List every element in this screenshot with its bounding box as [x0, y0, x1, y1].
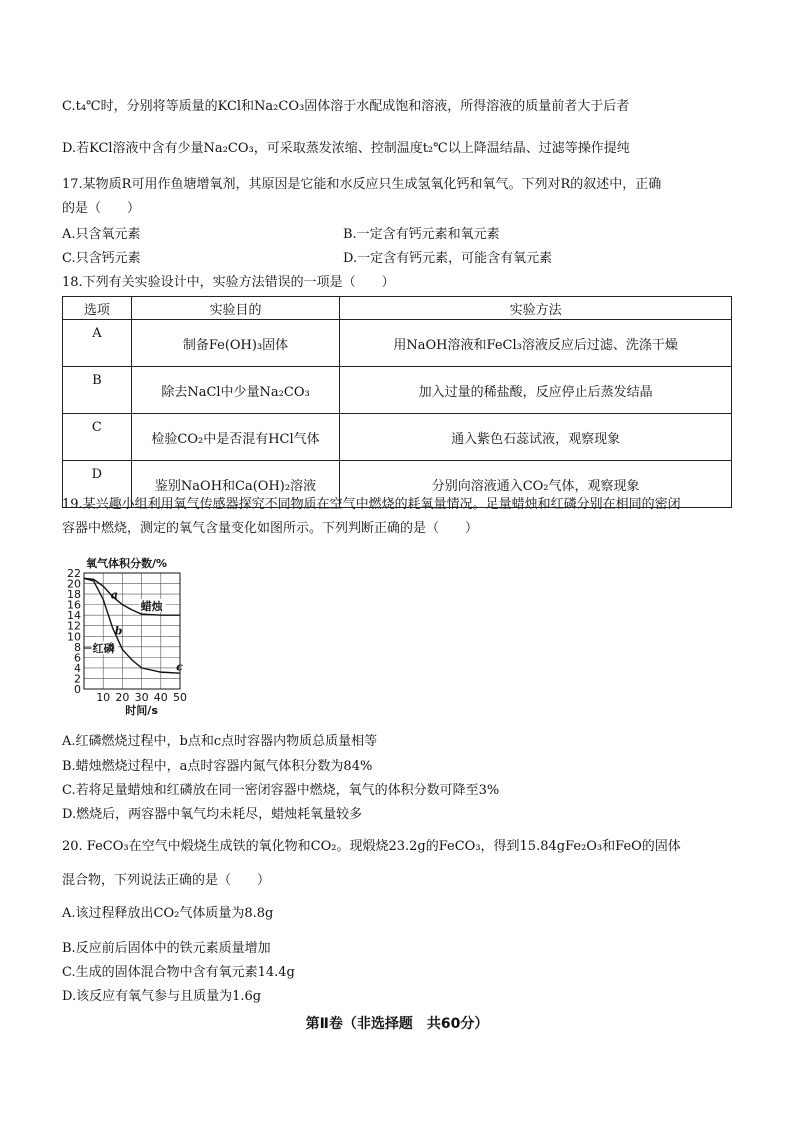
row-key: B — [63, 367, 132, 414]
y-tick-label: 20 — [67, 577, 81, 591]
row-key: D — [63, 461, 132, 508]
q20-option-c: C.生成的固体混合物中含有氧元素14.4g — [62, 965, 295, 980]
q17-option-a: A.只含氧元素 — [62, 227, 141, 242]
row-key: A — [63, 320, 132, 367]
x-tick-label: 40 — [153, 691, 168, 704]
row-goal: 鉴别NaOH和Ca(OH)₂溶液 — [131, 461, 339, 508]
y-tick-label: 0 — [74, 683, 81, 696]
y-tick-label: 2 — [74, 672, 81, 686]
y-tick-label: 12 — [67, 619, 81, 633]
q16-option-c: C.t₄℃时，分别将等质量的KCl和Na₂CO₃固体溶于水配成饱和溶液，所得溶液的质量前者大于后者 — [62, 99, 630, 114]
q20-option-a: A.该过程释放出CO₂气体质量为8.8g — [62, 906, 274, 921]
q17-stem-line2: 的是（ ） — [62, 201, 141, 216]
row-key: C — [63, 414, 132, 461]
q19-stem-line2: 容器中燃烧，测定的氧气含量变化如图所示。下列判断正确的是（ ） — [62, 521, 479, 536]
x-tick-label: 10 — [96, 691, 111, 704]
header-option: 选项 — [63, 297, 132, 320]
q19-option-b: B.蜡烛燃烧过程中，a点时容器内氮气体积分数为84% — [62, 759, 373, 774]
row-method: 分别向溶液通入CO₂气体，观察现象 — [340, 461, 732, 508]
row-method: 加入过量的稀盐酸，反应停止后蒸发结晶 — [340, 367, 732, 414]
q16-option-d: D.若KCl溶液中含有少量Na₂CO₃，可采取蒸发浓缩、控制温度t₂℃以上降温结晶、过滤等操作提纯 — [62, 141, 630, 156]
y-axis-label: 氧气体积分数/% — [86, 557, 168, 570]
table-row — [63, 367, 732, 414]
y-tick-label: 8 — [74, 640, 81, 654]
y-tick-label: 16 — [67, 598, 81, 612]
y-tick-label: 4 — [74, 661, 81, 675]
point-annotation-b: b — [114, 624, 123, 638]
header-method: 实验方法 — [340, 297, 732, 320]
oxygen-chart — [62, 553, 192, 718]
q19-option-a: A.红磷燃烧过程中，b点和c点时容器内物质总质量相等 — [62, 734, 378, 749]
x-tick-label: 50 — [173, 691, 187, 704]
series-label-phosphorus: 红磷 — [92, 642, 115, 656]
table-row — [63, 414, 732, 461]
row-goal: 制备Fe(OH)₃固体 — [131, 320, 339, 367]
table-header-row — [63, 297, 732, 320]
q20-stem-line1: 20. FeCO₃在空气中煅烧生成铁的氧化物和CO₂。现煅烧23.2g的FeCO₃，得到15.84gFe₂O₃和FeO的固体 — [62, 839, 681, 854]
section-title: 第Ⅱ卷（非选择题 共60分） — [305, 1016, 489, 1032]
q20-option-d: D.该反应有氧气参与且质量为1.6g — [62, 989, 262, 1004]
x-tick-label: 30 — [134, 691, 149, 704]
y-tick-label: 10 — [67, 630, 81, 644]
series-label-candle: 蜡烛 — [140, 599, 163, 613]
q20-option-b: B.反应前后固体中的铁元素质量增加 — [62, 941, 271, 956]
y-tick-label: 18 — [67, 588, 81, 602]
row-goal: 检验CO₂中是否混有HCl气体 — [131, 414, 339, 461]
x-tick-label: 20 — [115, 691, 130, 704]
row-method: 通入紫色石蕊试液，观察现象 — [340, 414, 732, 461]
q18-stem: 18.下列有关实验设计中，实验方法错误的一项是（ ） — [62, 275, 395, 290]
q19-option-d: D.燃烧后，两容器中氧气均未耗尽，蜡烛耗氧量较多 — [62, 807, 363, 822]
y-tick-label: 22 — [67, 567, 81, 580]
q17-stem-line1: 17.某物质R可用作鱼塘增氧剂，其原因是它能和水反应只生成氢氧化钙和氧气。下列对R的叙述中，正确 — [62, 177, 662, 192]
q17-option-c: C.只含钙元素 — [62, 251, 141, 266]
q20-stem-line2: 混合物，下列说法正确的是（ ） — [62, 873, 271, 888]
row-method: 用NaOH溶液和FeCl₃溶液反应后过滤、洗涤干燥 — [340, 320, 732, 367]
y-tick-label: 14 — [67, 609, 81, 623]
table-row — [63, 320, 732, 367]
q19-stem-line1: 19.某兴趣小组利用氧气传感器探究不同物质在空气中燃烧的耗氧量情况。足量蜡烛和红磷分别在相同的密闭 — [62, 497, 681, 512]
point-annotation-a: a — [110, 588, 119, 602]
header-goal: 实验目的 — [131, 297, 339, 320]
q17-option-d: D.一定含有钙元素，可能含有氧元素 — [343, 251, 553, 266]
q19-option-c: C.若将足量蜡烛和红磷放在同一密闭容器中燃烧，氧气的体积分数可降至3% — [62, 783, 500, 798]
y-tick-label: 6 — [74, 651, 81, 665]
x-axis-label: 时间/s — [125, 704, 158, 717]
row-goal: 除去NaCl中少量Na₂CO₃ — [131, 367, 339, 414]
point-annotation-c: c — [176, 660, 183, 674]
q17-option-b: B.一定含有钙元素和氧元素 — [343, 227, 500, 242]
experiment-table — [62, 296, 732, 508]
